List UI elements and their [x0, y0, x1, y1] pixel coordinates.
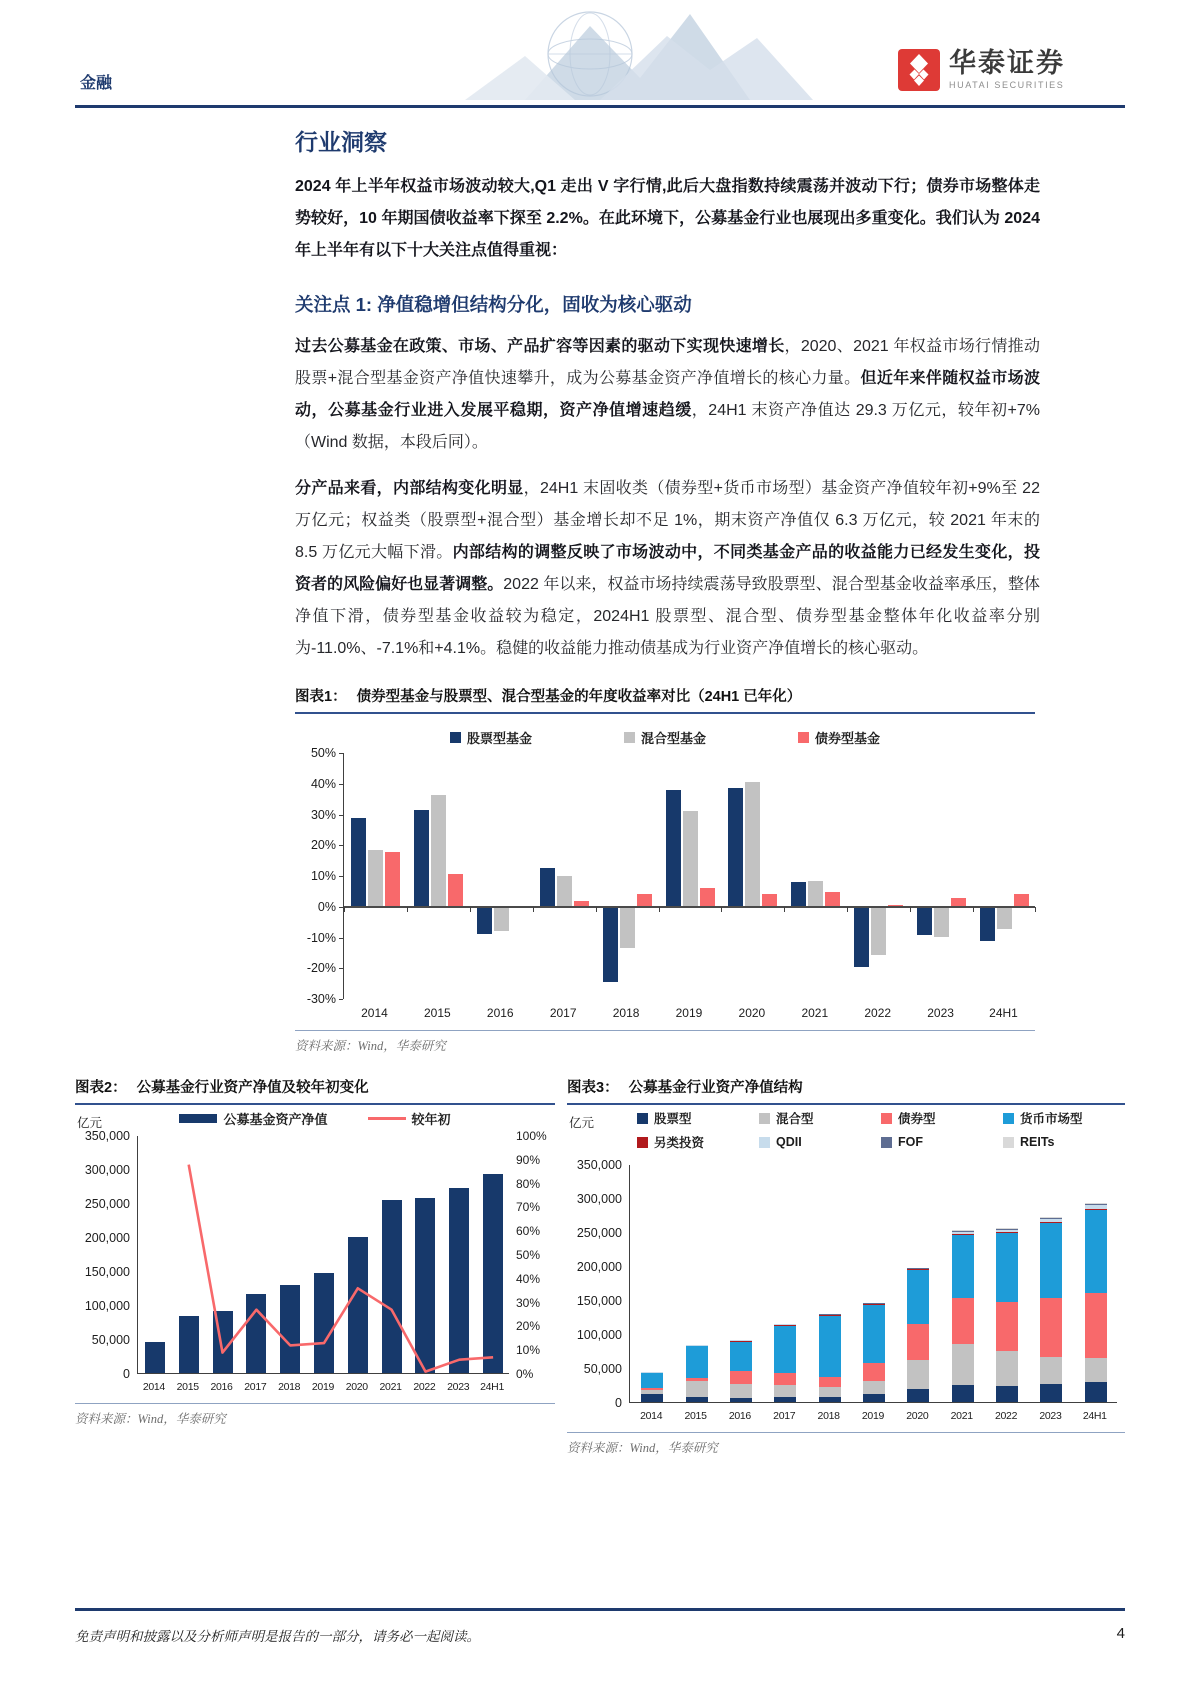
x-axis-label: 2019 [675, 1006, 703, 1020]
stack-股票型 [907, 1389, 929, 1402]
legend-label: 债券型 [898, 1112, 936, 1126]
bar-股票型基金 [791, 882, 806, 907]
text-run: 2024 年上半年权益市场波动较大,Q1 走出 V 字行情,此后大盘指数持续震荡并波动下行；债券市场整体走势较好，10 年期国债收益率下探至 2.2%。在此环境下，公募基金行业也展现出多重变化。我们认为 2024 年上半年有以下十大关注点值得重视： [295, 178, 1040, 259]
section-heading: 关注点 1: 净值稳增但结构分化，固收为核心驱动 [295, 294, 692, 315]
y-axis-label: 40% [310, 776, 336, 791]
figure-3-y-axis [567, 1158, 629, 1410]
x-axis-label: 2023 [927, 1006, 954, 1020]
bar-混合型基金 [934, 907, 949, 937]
x-axis-tick [596, 907, 597, 912]
x-axis-label: 2023 [1039, 1410, 1062, 1422]
legend-label: 较年初 [411, 1112, 451, 1127]
y-axis-label: 100% [516, 1129, 547, 1143]
x-axis-label: 2017 [244, 1381, 267, 1393]
legend-swatch [624, 732, 635, 743]
x-axis-tick [344, 907, 345, 912]
stack-QDII [730, 1340, 752, 1341]
figure-1-plot [343, 753, 1035, 999]
x-axis-label: 2021 [379, 1381, 402, 1393]
footer-rule [75, 1608, 1125, 1611]
bar-混合型基金 [997, 907, 1012, 929]
y-axis-label: -30% [306, 992, 336, 1006]
stack-股票型 [863, 1394, 885, 1403]
page-footer [75, 1608, 1125, 1645]
y-axis-label: 250,000 [84, 1197, 130, 1211]
x-axis-label: 2020 [738, 1006, 766, 1020]
report-body [295, 124, 1040, 1054]
page-header [75, 0, 1125, 105]
legend-swatch [881, 1137, 892, 1148]
brand-logo [898, 49, 1065, 91]
stack-股票型 [952, 1385, 974, 1402]
legend-swatch [450, 732, 461, 743]
legend-swatch [637, 1137, 648, 1148]
legend-label: QDII [776, 1135, 802, 1149]
stack-QDII [952, 1232, 974, 1234]
bar-混合型基金 [431, 795, 446, 907]
stack-混合型 [641, 1390, 663, 1394]
figure-2-x-labels [137, 1381, 509, 1393]
legend-swatch [798, 732, 809, 743]
legend-swatch [759, 1113, 770, 1124]
stack-混合型 [996, 1351, 1018, 1386]
figure-2-legend [75, 1109, 555, 1128]
stack-FOF [952, 1231, 974, 1232]
stack-股票型 [774, 1397, 796, 1402]
stack-FOF [907, 1268, 929, 1269]
stack-QDII [863, 1303, 885, 1304]
stack-货币市场型 [730, 1341, 752, 1371]
stack-REITs [996, 1228, 1018, 1229]
legend-item [637, 1133, 759, 1151]
figure-2-title: 图表2： 公募基金行业资产净值及较年初变化 [75, 1076, 555, 1105]
stack-股票型 [1040, 1384, 1062, 1402]
stack-QDII [1040, 1219, 1062, 1222]
y-axis-label: -20% [306, 961, 336, 976]
legend-swatch [1003, 1137, 1014, 1148]
stack-债券型 [774, 1373, 796, 1385]
bar-混合型基金 [494, 907, 509, 932]
x-axis-label: 2022 [413, 1381, 436, 1393]
x-axis-label: 2023 [447, 1381, 470, 1393]
figure-3-unit-label: 亿元 [569, 1116, 595, 1130]
x-axis-label: 2018 [278, 1381, 301, 1393]
stack-混合型 [730, 1384, 752, 1398]
figure-2-y-axis-left [75, 1129, 137, 1381]
y-axis-label: 0% [317, 899, 336, 914]
bar-混合型基金 [683, 811, 698, 906]
figure-1-chart [295, 728, 1035, 1020]
legend-swatch [759, 1137, 770, 1148]
legend-item [759, 1133, 881, 1151]
y-axis-label: 70% [516, 1200, 541, 1215]
bar-股票型基金 [854, 907, 869, 967]
legend-item [179, 1109, 327, 1128]
y-axis-label: 50% [516, 1248, 541, 1262]
figure-3-x-labels [629, 1410, 1117, 1422]
figure-3-source: 资料来源：Wind，华泰研究 [567, 1432, 1125, 1456]
y-axis-label: 350,000 [576, 1158, 622, 1172]
stack-REITs [1040, 1217, 1062, 1218]
stack-货币市场型 [863, 1304, 885, 1364]
stack-QDII [774, 1324, 796, 1325]
x-axis-label: 2018 [612, 1006, 640, 1020]
stack-债券型 [1040, 1298, 1062, 1358]
y-axis-label: 20% [310, 838, 336, 853]
stack-混合型 [686, 1381, 708, 1397]
x-axis-tick [784, 907, 785, 912]
x-axis-tick [973, 907, 974, 912]
y-axis-label: 200,000 [84, 1231, 130, 1245]
legend-label: FOF [898, 1135, 923, 1149]
y-axis-label: 30% [516, 1295, 541, 1310]
legend-label: 债券型基金 [815, 731, 881, 746]
legend-item [881, 1109, 1003, 1127]
stack-QDII [819, 1314, 841, 1315]
figure-2-unit-label: 亿元 [77, 1116, 103, 1130]
stack-QDII [1085, 1205, 1107, 1209]
stack-货币市场型 [1085, 1209, 1107, 1293]
x-axis-tick [847, 907, 848, 912]
y-axis-label: 90% [516, 1152, 541, 1167]
stack-混合型 [774, 1385, 796, 1398]
y-axis-label: 350,000 [84, 1129, 130, 1143]
stack-混合型 [907, 1360, 929, 1389]
y-axis-label: 0 [615, 1396, 622, 1410]
legend-label: 货币市场型 [1020, 1112, 1083, 1126]
bar-股票型基金 [603, 907, 618, 982]
legend-label: 股票型基金 [466, 731, 532, 746]
legend-label: 混合型 [776, 1112, 814, 1126]
x-axis-tick [407, 907, 408, 912]
brand-name-en: HUATAI SECURITIES [949, 80, 1065, 90]
x-axis-label: 2014 [142, 1381, 165, 1393]
figure-3-plot [629, 1165, 1117, 1403]
text-run: ，24H1 末资产净值达 29.3 万亿元，较年初+7%（Wind 数据，本段后同）。 [295, 402, 1040, 451]
figure-1-label: 图表1： [295, 689, 347, 705]
figure-3-chart [567, 1109, 1125, 1422]
x-axis-label: 2014 [640, 1410, 663, 1422]
bar-混合型基金 [368, 850, 383, 907]
legend-item [368, 1109, 451, 1128]
footer-page-number: 4 [1116, 1625, 1125, 1642]
bar-股票型基金 [666, 790, 681, 907]
figure-3-legend [637, 1109, 1125, 1157]
bar-混合型基金 [557, 876, 572, 907]
stack-股票型 [1085, 1382, 1107, 1402]
bar-股票型基金 [728, 788, 743, 906]
figure-3-label: 图表3： [567, 1080, 619, 1096]
x-axis-label: 2020 [345, 1381, 368, 1393]
legend-swatch [368, 1117, 406, 1120]
x-axis-label: 2015 [424, 1006, 451, 1020]
bar-混合型基金 [620, 907, 635, 949]
legend-item [881, 1133, 1003, 1151]
stack-货币市场型 [686, 1346, 708, 1378]
figure-1-y-axis [295, 746, 343, 1006]
stack-货币市场型 [819, 1315, 841, 1377]
x-axis-label: 2021 [801, 1006, 829, 1020]
y-axis-label: 0 [123, 1367, 130, 1381]
line-pct-change [138, 1136, 510, 1374]
x-axis-label: 2017 [773, 1410, 796, 1422]
y-axis-label: 100,000 [84, 1299, 130, 1313]
figure-2-plot-wrap [75, 1129, 555, 1381]
stack-FOF [1040, 1218, 1062, 1219]
x-axis-tick [910, 907, 911, 912]
text-run: ，24H1 末固收类（债券型+货币市场型）基金资产净值较年初+9%至 22 万亿元；权益类（股票型+混合型）基金增长却不足 1%，期末资产净值仅 6.3 万亿元，较 2021 年末的 8.5 万亿元大幅下滑。 [295, 480, 1040, 561]
x-axis-label: 2020 [906, 1410, 929, 1422]
figure-2-chart [75, 1109, 555, 1393]
bar-混合型基金 [871, 907, 886, 956]
y-axis-label: -10% [306, 930, 336, 945]
y-axis-label: 200,000 [576, 1260, 622, 1274]
x-axis-label: 24H1 [480, 1381, 504, 1393]
bar-股票型基金 [351, 818, 366, 907]
x-axis-label: 2015 [176, 1381, 199, 1393]
figure-2-label: 图表2： [75, 1080, 127, 1096]
stack-债券型 [819, 1377, 841, 1388]
legend-label: REITs [1020, 1135, 1055, 1149]
y-axis-label: 30% [310, 807, 336, 822]
stack-债券型 [730, 1371, 752, 1383]
bar-股票型基金 [917, 907, 932, 936]
x-axis-label: 2016 [728, 1410, 751, 1422]
legend-label: 另类投资 [654, 1136, 705, 1150]
bar-债券型基金 [700, 888, 715, 906]
legend-label: 公募基金资产净值 [223, 1112, 328, 1127]
stack-混合型 [863, 1381, 885, 1394]
figure-3 [567, 1076, 1125, 1456]
bar-混合型基金 [745, 782, 760, 907]
figure-1-x-labels [343, 1006, 1035, 1020]
bar-债券型基金 [825, 892, 840, 907]
intro-paragraph [295, 171, 1040, 267]
figure-row [75, 1076, 1125, 1456]
stack-FOF [1085, 1204, 1107, 1205]
legend-swatch [637, 1113, 648, 1124]
x-axis-tick [1035, 907, 1036, 912]
x-axis-label: 2014 [361, 1006, 388, 1020]
y-axis-label: 80% [516, 1176, 541, 1191]
text-run: 但近年来伴随权益市场波动，公募基金行业进入发展平稳期，资产净值增速趋缓 [295, 370, 1040, 419]
y-axis-label: 150,000 [84, 1265, 130, 1279]
text-run: 内部结构的调整反映了市场波动中，不同类基金产品的收益能力已经发生变化，投资者的风险偏好也显著调整。 [295, 544, 1040, 593]
y-axis-label: 20% [516, 1319, 541, 1334]
paragraph-structure [295, 473, 1040, 665]
text-run: 过去公募基金在政策、市场、产品扩容等因素的驱动下实现快速增长 [295, 338, 785, 355]
figure-1-source: 资料来源：Wind，华泰研究 [295, 1030, 1035, 1054]
legend-item [1003, 1133, 1125, 1151]
y-axis-label: 60% [516, 1224, 541, 1239]
text-run: 2022 年以来，权益市场持续震荡导致股票型、混合型基金收益率承压，整体净值下滑，债券型基金收益较为稳定，2024H1 股票型、混合型、债券型基金整体年化收益率分别为-11.0%、-7.1%和+4.1%。稳健的收益能力推动债基成为行业资产净值增长的核心驱动。 [295, 576, 1040, 657]
legend-item [624, 728, 706, 747]
y-axis-label: 50,000 [91, 1333, 130, 1347]
figure-3-plot-wrap [567, 1158, 1125, 1410]
category-label: 金融 [80, 75, 113, 92]
stack-债券型 [686, 1378, 708, 1381]
bar-股票型基金 [540, 868, 555, 906]
figure-2 [75, 1076, 555, 1456]
stack-债券型 [952, 1298, 974, 1344]
bar-债券型基金 [448, 874, 463, 907]
stack-债券型 [1085, 1293, 1107, 1358]
y-axis-label: 100,000 [576, 1328, 622, 1342]
text-run: 分产品来看，内部结构变化明显 [295, 480, 524, 497]
stack-货币市场型 [996, 1233, 1018, 1302]
x-axis-label: 2019 [311, 1381, 335, 1393]
huatai-logo-icon [898, 49, 940, 91]
x-axis-label: 2022 [864, 1006, 892, 1020]
bar-债券型基金 [762, 894, 777, 907]
figure-1-plot-wrap [295, 746, 1035, 1006]
figure-2-y-axis-right [509, 1129, 553, 1381]
page-title: 行业洞察 [295, 129, 387, 155]
header-decoration-graphic [405, 8, 835, 100]
figure-2-source: 资料来源：Wind，华泰研究 [75, 1403, 555, 1427]
stack-混合型 [952, 1344, 974, 1386]
legend-item [450, 728, 532, 747]
paragraph-growth [295, 331, 1040, 459]
x-axis-tick [533, 907, 534, 912]
x-axis-tick [470, 907, 471, 912]
y-axis-label: 50% [310, 746, 336, 760]
bar-股票型基金 [980, 907, 995, 941]
figure-1-title: 图表1： 债券型基金与股票型、混合型基金的年度收益率对比（24H1 已年化） [295, 685, 1035, 714]
x-axis-label: 2015 [684, 1410, 707, 1422]
brand-name: 华泰证券 [949, 48, 1065, 78]
figure-1-legend [295, 728, 1035, 747]
text-run: ，2020、2021 年权益市场行情推动股票+混合型基金资产净值快速攀升，成为公募基金资产净值增长的核心力量。 [295, 338, 1040, 387]
stack-债券型 [641, 1388, 663, 1390]
x-axis-tick [721, 907, 722, 912]
figure-2-top [75, 1109, 555, 1128]
legend-item [637, 1109, 759, 1127]
header-rule [75, 105, 1125, 108]
y-axis-label: 150,000 [576, 1294, 622, 1308]
stack-FOF [996, 1229, 1018, 1230]
stack-股票型 [819, 1397, 841, 1402]
bar-混合型基金 [808, 881, 823, 907]
y-axis-label: 250,000 [576, 1226, 622, 1240]
x-axis-label: 2019 [861, 1410, 885, 1422]
figure-3-top [567, 1109, 1125, 1157]
stack-债券型 [907, 1324, 929, 1360]
x-axis-label: 2017 [549, 1006, 577, 1020]
y-axis-label: 50,000 [583, 1362, 622, 1376]
legend-item [1003, 1109, 1125, 1127]
legend-label: 股票型 [654, 1112, 692, 1126]
stack-混合型 [819, 1387, 841, 1396]
legend-swatch [881, 1113, 892, 1124]
x-axis-label: 2016 [486, 1006, 514, 1020]
legend-swatch [179, 1114, 217, 1123]
x-axis-label: 24H1 [989, 1006, 1018, 1020]
legend-label: 混合型基金 [640, 731, 706, 746]
stack-混合型 [1085, 1358, 1107, 1382]
y-axis-label: 300,000 [576, 1192, 622, 1206]
figure-2-plot [137, 1136, 509, 1374]
figure-1 [295, 685, 1035, 1054]
stack-货币市场型 [641, 1372, 663, 1387]
footer-disclaimer: 免责声明和披露以及分析师声明是报告的一部分，请务必一起阅读。 [75, 1629, 480, 1644]
legend-swatch [1003, 1113, 1014, 1124]
stack-债券型 [863, 1363, 885, 1381]
bar-股票型基金 [414, 810, 429, 907]
bar-股票型基金 [477, 907, 492, 935]
x-axis-label: 2018 [817, 1410, 840, 1422]
stack-股票型 [730, 1398, 752, 1402]
stack-货币市场型 [952, 1234, 974, 1298]
stack-REITs [1085, 1203, 1107, 1204]
figure-3-title: 图表3： 公募基金行业资产净值结构 [567, 1076, 1125, 1105]
stack-货币市场型 [907, 1269, 929, 1323]
y-axis-label: 0% [516, 1367, 534, 1381]
brand-text [949, 50, 1065, 90]
y-axis-label: 10% [516, 1343, 541, 1358]
x-axis-label: 2022 [994, 1410, 1018, 1422]
stack-混合型 [1040, 1357, 1062, 1384]
legend-item [759, 1109, 881, 1127]
stack-货币市场型 [774, 1325, 796, 1373]
y-axis-label: 300,000 [84, 1163, 130, 1177]
bar-债券型基金 [385, 852, 400, 907]
x-axis-label: 2021 [950, 1410, 973, 1422]
zero-axis-line [344, 906, 1035, 908]
stack-股票型 [686, 1397, 708, 1402]
y-axis-label: 40% [516, 1271, 541, 1286]
stack-QDII [907, 1268, 929, 1269]
legend-item [798, 728, 880, 747]
stack-股票型 [641, 1394, 663, 1402]
stack-股票型 [996, 1386, 1018, 1402]
y-axis-tick [339, 999, 343, 1000]
stack-债券型 [996, 1302, 1018, 1352]
x-axis-label: 2016 [210, 1381, 233, 1393]
y-axis-label: 10% [310, 869, 336, 883]
stack-货币市场型 [1040, 1222, 1062, 1298]
x-axis-tick [659, 907, 660, 912]
x-axis-label: 24H1 [1082, 1410, 1107, 1422]
stack-QDII [996, 1230, 1018, 1232]
